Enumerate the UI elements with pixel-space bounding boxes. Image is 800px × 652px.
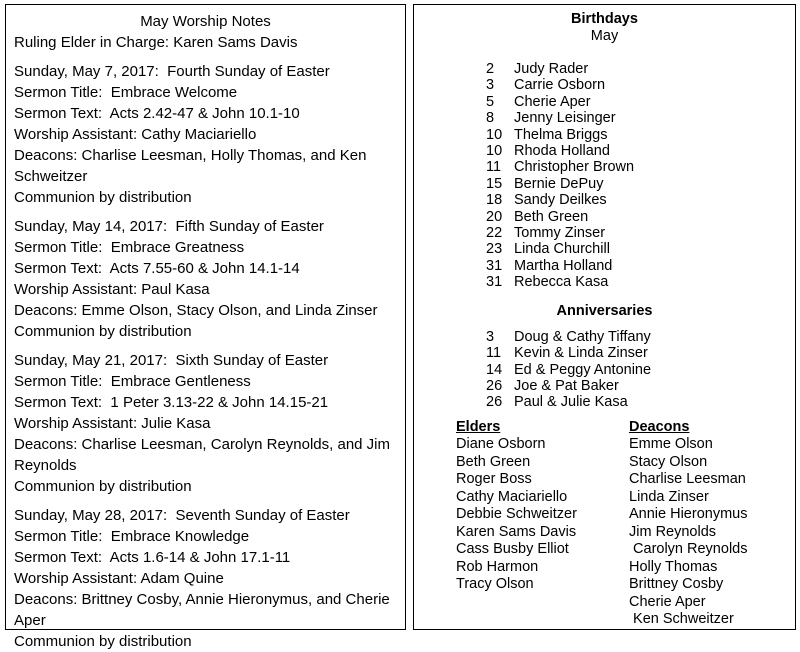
deacon-name: Linda Zinser <box>629 488 709 505</box>
birthday-day: 11 <box>486 159 502 176</box>
birthday-entry <box>486 61 785 77</box>
birthday-day: 31 <box>486 257 503 274</box>
officers-section <box>424 419 785 629</box>
elder-name: Cathy Maciariello <box>456 488 568 505</box>
service-block <box>14 61 397 208</box>
birthday-name: Martha Holland <box>514 257 613 274</box>
sermon-title-line: Sermon Title: Embrace Welcome <box>14 84 238 101</box>
birthday-entry <box>486 159 785 175</box>
elder-name: Debbie Schweitzer <box>456 506 577 523</box>
worship-assistant-line: Worship Assistant: Julie Kasa <box>14 415 211 432</box>
birthdays-anniversaries-panel <box>413 4 796 630</box>
birthday-day: 15 <box>486 175 503 192</box>
birthday-name: Judy Rader <box>514 61 589 77</box>
deacon-name: Holly Thomas <box>629 558 718 575</box>
birthday-entry <box>486 274 785 290</box>
services-list <box>14 61 397 652</box>
elder-name: Beth Green <box>456 453 531 470</box>
birthday-day: 3 <box>486 77 495 94</box>
anniversary-entry <box>486 378 785 394</box>
elders-heading: Elders <box>456 418 501 435</box>
deacon-name: Jim Reynolds <box>629 523 717 540</box>
elders-list <box>456 436 616 594</box>
communion-line: Communion by distribution <box>14 478 192 495</box>
deacon-name: Brittney Cosby <box>629 576 724 593</box>
birthday-entry <box>486 77 785 93</box>
birthday-day: 23 <box>486 241 503 258</box>
worship-assistant-line: Worship Assistant: Adam Quine <box>14 570 224 587</box>
birthday-entry <box>486 241 785 257</box>
birthday-entry <box>486 143 785 159</box>
deacon-name: Ken Schweitzer <box>629 611 734 628</box>
anniversary-list <box>424 329 785 411</box>
sermon-text-line: Sermon Text: Acts 1.6-14 & John 17.1-11 <box>14 549 291 566</box>
deacon-name: Emme Olson <box>629 436 713 453</box>
birthday-name: Linda Churchill <box>514 241 610 258</box>
deacons-line: Deacons: Charlise Leesman, Holly Thomas, and Ken Schweitzer <box>14 147 371 185</box>
service-block <box>14 350 397 497</box>
anniversary-entry <box>486 394 785 410</box>
deacon-name: Charlise Leesman <box>629 471 746 488</box>
birthday-entry <box>486 94 785 110</box>
birthday-name: Tommy Zinser <box>514 225 606 242</box>
anniversary-name: Doug & Cathy Tiffany <box>514 328 651 345</box>
communion-line: Communion by distribution <box>14 189 192 206</box>
deacon-name: Annie Hieronymus <box>629 506 748 523</box>
birthday-day: 10 <box>486 126 503 143</box>
sermon-text-line: Sermon Text: Acts 2.42-47 & John 10.1-10 <box>14 105 300 122</box>
anniversary-name: Paul & Julie Kasa <box>514 394 628 411</box>
birthday-day: 8 <box>486 110 495 127</box>
birthday-entry <box>486 127 785 143</box>
elder-name: Diane Osborn <box>456 436 546 453</box>
service-block <box>14 505 397 652</box>
anniversary-day: 11 <box>486 345 502 362</box>
birthday-name: Carrie Osborn <box>514 77 606 94</box>
deacons-list <box>629 436 747 629</box>
birthday-entry <box>486 110 785 126</box>
birthdays-month: May <box>590 28 619 44</box>
service-date-line: Sunday, May 14, 2017: Fifth Sunday of Easter <box>14 218 324 235</box>
service-date-line: Sunday, May 7, 2017: Fourth Sunday of Easter <box>14 63 330 80</box>
birthday-day: 31 <box>486 274 503 291</box>
birthday-entry <box>486 225 785 241</box>
birthday-day: 20 <box>486 208 503 225</box>
birthday-name: Thelma Briggs <box>514 126 608 143</box>
deacons-line: Deacons: Emme Olson, Stacy Olson, and Linda Zinser <box>14 302 378 319</box>
birthday-name: Christopher Brown <box>514 159 635 176</box>
sermon-text-line: Sermon Text: 1 Peter 3.13-22 & John 14.15-21 <box>14 394 329 411</box>
birthday-list <box>424 61 785 291</box>
birthday-name: Jenny Leisinger <box>514 110 616 127</box>
elder-name: Rob Harmon <box>456 558 539 575</box>
worship-assistant-line: Worship Assistant: Paul Kasa <box>14 281 210 298</box>
anniversary-day: 26 <box>486 394 503 411</box>
ruling-elder-line: Ruling Elder in Charge: Karen Sams Davis <box>14 34 298 51</box>
sermon-title-line: Sermon Title: Embrace Greatness <box>14 239 245 256</box>
elder-name: Cass Busby Elliot <box>456 541 569 558</box>
deacons-line: Deacons: Charlise Leesman, Carolyn Reynolds, and Jim Reynolds <box>14 436 395 474</box>
service-date-line: Sunday, May 28, 2017: Seventh Sunday of Easter <box>14 507 350 524</box>
deacons-line: Deacons: Brittney Cosby, Annie Hieronymus, and Cherie Aper <box>14 591 394 629</box>
anniversaries-heading: Anniversaries <box>556 302 653 319</box>
anniversary-entry <box>486 329 785 345</box>
birthday-entry <box>486 176 785 192</box>
birthday-name: Rhoda Holland <box>514 143 610 160</box>
deacon-name: Stacy Olson <box>629 453 708 470</box>
anniversary-entry <box>486 362 785 378</box>
elders-column <box>456 419 616 629</box>
birthday-name: Rebecca Kasa <box>514 274 609 291</box>
birthday-day: 18 <box>486 192 503 209</box>
sermon-text-line: Sermon Text: Acts 7.55-60 & John 14.1-14 <box>14 260 300 277</box>
service-date-line: Sunday, May 21, 2017: Sixth Sunday of Easter <box>14 352 329 369</box>
birthday-name: Cherie Aper <box>514 93 591 110</box>
birthday-name: Bernie DePuy <box>514 175 604 192</box>
communion-line: Communion by distribution <box>14 323 192 340</box>
birthday-day: 5 <box>486 93 495 110</box>
birthdays-heading: Birthdays <box>571 11 638 27</box>
deacons-column <box>629 419 747 629</box>
sermon-title-line: Sermon Title: Embrace Knowledge <box>14 528 250 545</box>
service-block <box>14 216 397 342</box>
anniversary-day: 3 <box>486 328 495 345</box>
anniversary-day: 14 <box>486 361 503 378</box>
communion-line: Communion by distribution <box>14 633 192 650</box>
birthday-entry <box>486 192 785 208</box>
anniversary-entry <box>486 345 785 361</box>
birthday-name: Beth Green <box>514 208 589 225</box>
worship-assistant-line: Worship Assistant: Cathy Maciariello <box>14 126 257 143</box>
birthday-entry <box>486 209 785 225</box>
anniversary-day: 26 <box>486 377 503 394</box>
page-title: May Worship Notes <box>140 13 271 30</box>
anniversary-name: Kevin & Linda Zinser <box>514 345 648 362</box>
birthday-entry <box>486 258 785 274</box>
elder-name: Roger Boss <box>456 471 532 488</box>
deacon-name: Cherie Aper <box>629 593 706 610</box>
deacons-heading: Deacons <box>629 418 690 435</box>
birthday-day: 10 <box>486 143 503 160</box>
anniversary-name: Ed & Peggy Antonine <box>514 361 652 378</box>
birthday-day: 22 <box>486 225 503 242</box>
worship-notes-panel <box>5 4 406 650</box>
sermon-title-line: Sermon Title: Embrace Gentleness <box>14 373 251 390</box>
deacon-name: Carolyn Reynolds <box>629 541 748 558</box>
elder-name: Tracy Olson <box>456 576 534 593</box>
birthday-name: Sandy Deilkes <box>514 192 607 209</box>
birthday-day: 2 <box>486 61 495 77</box>
anniversary-name: Joe & Pat Baker <box>514 377 619 394</box>
elder-name: Karen Sams Davis <box>456 523 577 540</box>
